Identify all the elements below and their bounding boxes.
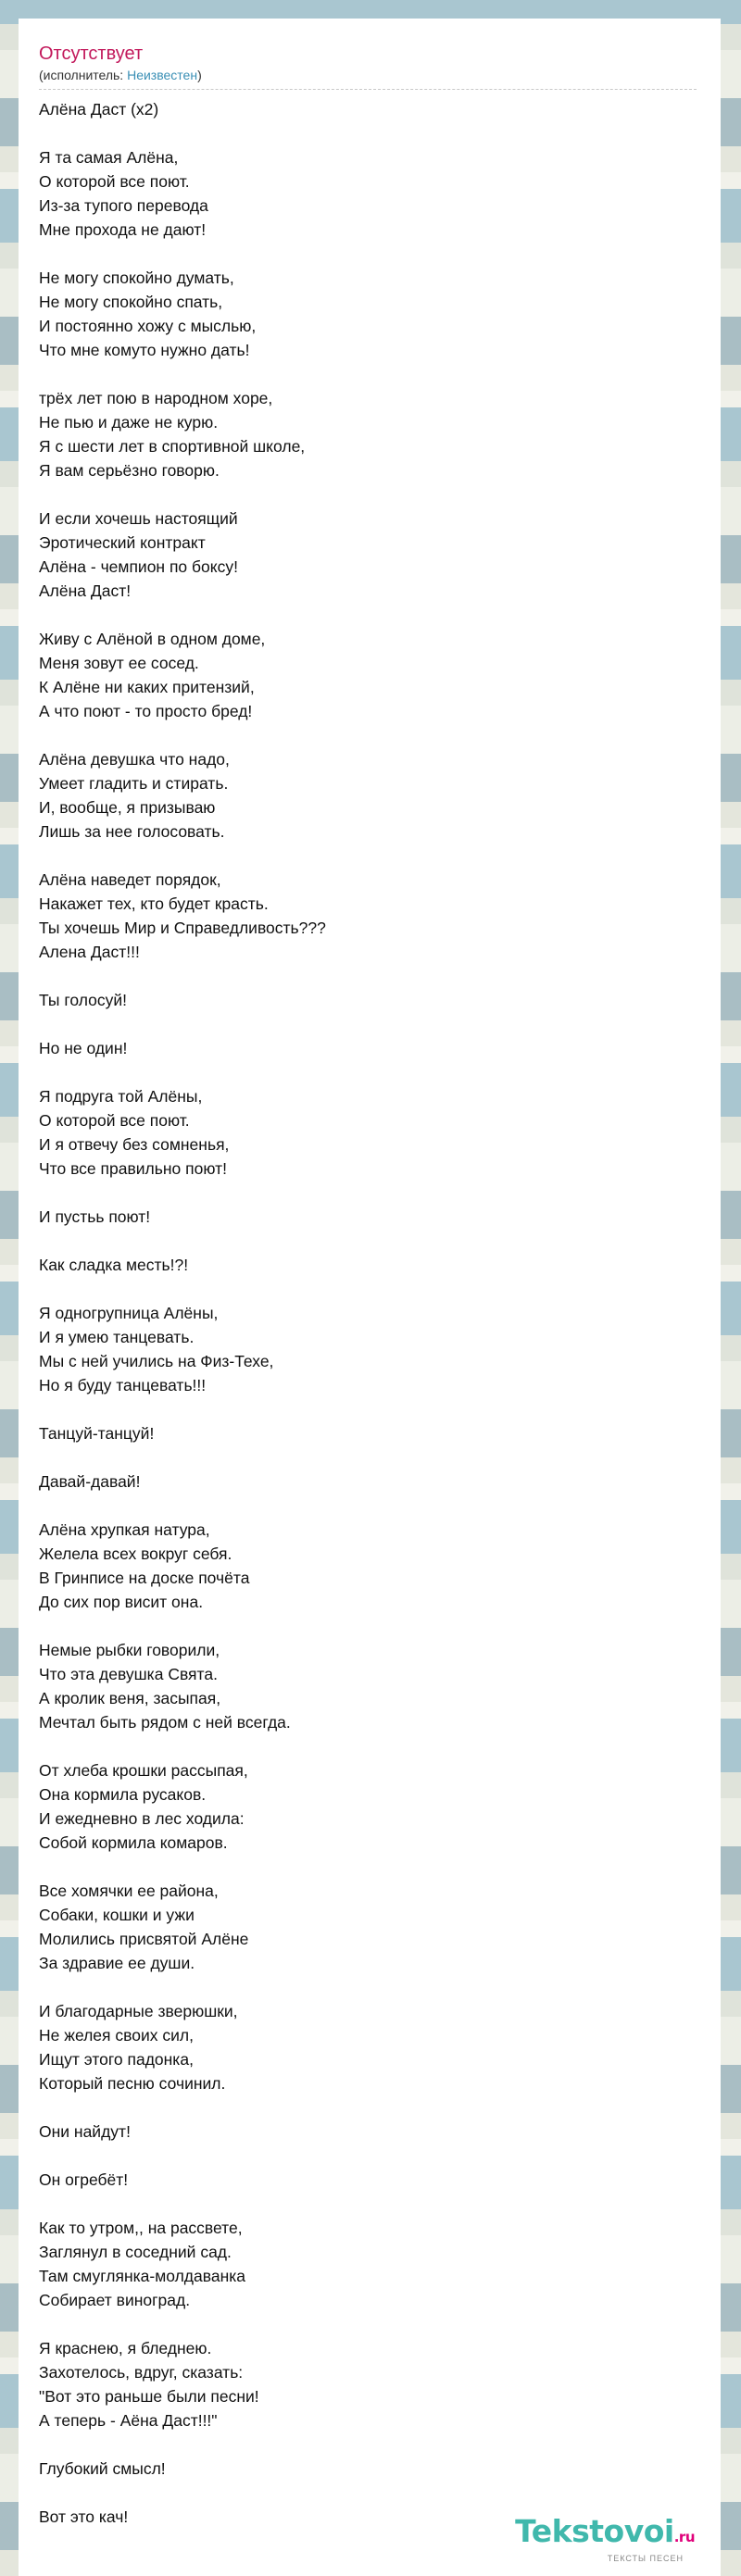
lyrics-line: Как то утром,, на рассвете,: [39, 2219, 243, 2237]
lyrics-line: Лишь за нее голосовать.: [39, 822, 225, 841]
lyrics-line: Собой кормила комаров.: [39, 1833, 228, 1852]
lyrics-line: Алена Даст!!!: [39, 943, 140, 961]
lyrics-line: Он огребёт!: [39, 2170, 129, 2189]
lyrics-line: А что поют - то просто бред!: [39, 702, 253, 720]
lyrics-line: Алёна хрупкая натура,: [39, 1520, 210, 1539]
artist-link[interactable]: Неизвестен: [127, 68, 198, 82]
lyrics-line: Алёна Даст (х2): [39, 100, 159, 119]
lyrics-line: Меня зовут ее сосед.: [39, 654, 199, 672]
lyrics-line: Что все правильно поют!: [39, 1159, 227, 1178]
lyrics-line: К Алёне ни каких притензий,: [39, 678, 255, 696]
lyrics-stanza: [39, 1421, 721, 1445]
lyrics-line: Немые рыбки говорили,: [39, 1641, 220, 1659]
lyrics-line: Заглянул в соседний сад.: [39, 2243, 232, 2261]
logo-tld: .ru: [673, 2529, 695, 2545]
lyrics-line: Что мне комуто нужно дать!: [39, 341, 250, 359]
lyrics-line: Не желея своих сил,: [39, 2026, 194, 2045]
lyrics-stanza: [39, 2336, 721, 2432]
lyrics-line: Который песню сочинил.: [39, 2074, 226, 2093]
logo-tagline: ТЕКСТЫ ПЕСЕН: [607, 2554, 684, 2563]
lyrics-stanza: [39, 1999, 721, 2095]
lyrics-line: И ежедневно в лес ходила:: [39, 1809, 245, 1828]
lyrics-line: Живу с Алёной в одном доме,: [39, 630, 266, 648]
lyrics-line: И постоянно хожу с мыслью,: [39, 317, 257, 335]
lyrics-line: А кролик веня, засыпая,: [39, 1689, 221, 1707]
lyrics-line: Давай-давай!: [39, 1472, 141, 1491]
lyrics-stanza: [39, 1084, 721, 1181]
logo-wordmark: [515, 2515, 695, 2554]
lyrics-stanza: [39, 1036, 721, 1060]
lyrics-line: Накажет тех, кто будет красть.: [39, 894, 269, 913]
lyrics-line: Желела всех вокруг себя.: [39, 1544, 232, 1563]
lyrics-line: Я краснею, я бледнею.: [39, 2339, 212, 2357]
lyrics-line: Алёна наведет порядок,: [39, 870, 221, 889]
lyrics-line: Я подруга той Алёны,: [39, 1087, 203, 1106]
lyrics-line: До сих пор висит она.: [39, 1593, 204, 1611]
lyrics-stanza: [39, 2457, 721, 2481]
lyrics-line: В Гринписе на доске почёта: [39, 1569, 250, 1587]
lyrics-line: Танцуй-танцуй!: [39, 1424, 155, 1443]
lyrics-line: Умеет гладить и стирать.: [39, 774, 229, 793]
lyrics-line: Ты голосуй!: [39, 991, 127, 1009]
lyrics-line: И благодарные зверюшки,: [39, 2002, 238, 2020]
lyrics-stanza: [39, 386, 721, 482]
lyrics-line: Но я буду танцевать!!!: [39, 1376, 207, 1394]
lyrics-line: О которой все поют.: [39, 1111, 190, 1130]
lyrics-line: Собаки, кошки и ужи: [39, 1906, 195, 1924]
lyrics-stanza: [39, 747, 721, 844]
lyrics-line: Не пью и даже не курю.: [39, 413, 219, 431]
lyrics-line: Мне прохода не дают!: [39, 220, 207, 239]
lyrics-line: Мы с ней учились на Физ-Техе,: [39, 1352, 274, 1370]
lyrics-stanza: [39, 627, 721, 723]
artist-line: [39, 67, 697, 90]
lyrics-line: Алёна Даст!: [39, 581, 132, 600]
lyrics-line: Глубокий смысл!: [39, 2459, 166, 2478]
lyrics-line: Я вам серьёзно говорю.: [39, 461, 220, 480]
site-logo[interactable]: [515, 2515, 695, 2563]
lyrics-line: Вот это кач!: [39, 2507, 129, 2526]
lyrics-stanza: [39, 2216, 721, 2312]
lyrics-line: Ищут этого падонка,: [39, 2050, 194, 2069]
lyrics-stanza: [39, 1758, 721, 1855]
lyrics-line: Как сладка месть!?!: [39, 1256, 189, 1274]
lyrics-stanza: [39, 1469, 721, 1494]
lyrics-line: Что эта девушка Свята.: [39, 1665, 218, 1683]
lyrics-line: Не могу спокойно спать,: [39, 293, 223, 311]
lyrics-stanza: [39, 1205, 721, 1229]
lyrics-stanza: [39, 1301, 721, 1397]
lyrics-line: И, вообще, я призываю: [39, 798, 216, 817]
lyrics-stanza: [39, 2168, 721, 2192]
song-title: Отсутствует: [39, 44, 144, 64]
lyrics-body: [39, 97, 721, 2529]
lyrics-line: трёх лет пою в народном хоре,: [39, 389, 273, 407]
lyrics-stanza: [39, 2120, 721, 2144]
lyrics-line: Алёна - чемпион по боксу!: [39, 557, 238, 576]
lyrics-line: Я с шести лет в спортивной школе,: [39, 437, 306, 456]
lyrics-line: Все хомячки ее района,: [39, 1882, 219, 1900]
lyrics-line: Собирает виноград.: [39, 2291, 191, 2309]
lyrics-line: Из-за тупого перевода: [39, 196, 208, 215]
lyrics-stanza: [39, 1518, 721, 1614]
lyrics-stanza: [39, 97, 721, 121]
lyrics-stanza: [39, 145, 721, 242]
lyrics-line: Они найдут!: [39, 2122, 131, 2141]
lyrics-line: Не могу спокойно думать,: [39, 269, 234, 287]
lyrics-line: Там смуглянка-молдаванка: [39, 2267, 246, 2285]
lyrics-stanza: [39, 1638, 721, 1734]
lyrics-line: И я отвечу без сомненья,: [39, 1135, 230, 1154]
lyrics-line: И я умею танцевать.: [39, 1328, 195, 1346]
lyrics-line: Алёна девушка что надо,: [39, 750, 230, 769]
lyrics-stanza: [39, 868, 721, 964]
lyrics-line: От хлеба крошки рассыпая,: [39, 1761, 248, 1780]
lyrics-line: А теперь - Аёна Даст!!!": [39, 2411, 218, 2430]
lyrics-line: И пустьь поют!: [39, 1207, 151, 1226]
logo-main-text: Tekstovoi: [515, 2513, 674, 2549]
lyrics-line: Ты хочешь Мир и Справедливость???: [39, 919, 326, 937]
lyrics-stanza: [39, 1879, 721, 1975]
lyrics-line: "Вот это раньше были песни!: [39, 2387, 259, 2406]
lyrics-stanza: [39, 266, 721, 362]
artist-suffix: ): [197, 68, 202, 82]
lyrics-line: О которой все поют.: [39, 172, 190, 191]
lyrics-line: Я та самая Алёна,: [39, 148, 179, 167]
lyrics-line: Эротический контракт: [39, 533, 206, 552]
lyrics-stanza: [39, 506, 721, 603]
lyrics-line: Я одногрупница Алёны,: [39, 1304, 219, 1322]
lyrics-line: Мечтал быть рядом с ней всегда.: [39, 1713, 291, 1732]
lyrics-line: Она кормила русаков.: [39, 1785, 207, 1804]
lyrics-card: [19, 19, 721, 2576]
lyrics-line: И если хочешь настоящий: [39, 509, 238, 528]
lyrics-line: Молились присвятой Алёне: [39, 1930, 249, 1948]
artist-prefix: (исполнитель:: [39, 68, 128, 82]
lyrics-stanza: [39, 988, 721, 1012]
lyrics-line: За здравие ее души.: [39, 1954, 195, 1972]
lyrics-line: Захотелось, вдруг, сказать:: [39, 2363, 244, 2382]
lyrics-line: Но не один!: [39, 1039, 128, 1057]
lyrics-stanza: [39, 1253, 721, 1277]
